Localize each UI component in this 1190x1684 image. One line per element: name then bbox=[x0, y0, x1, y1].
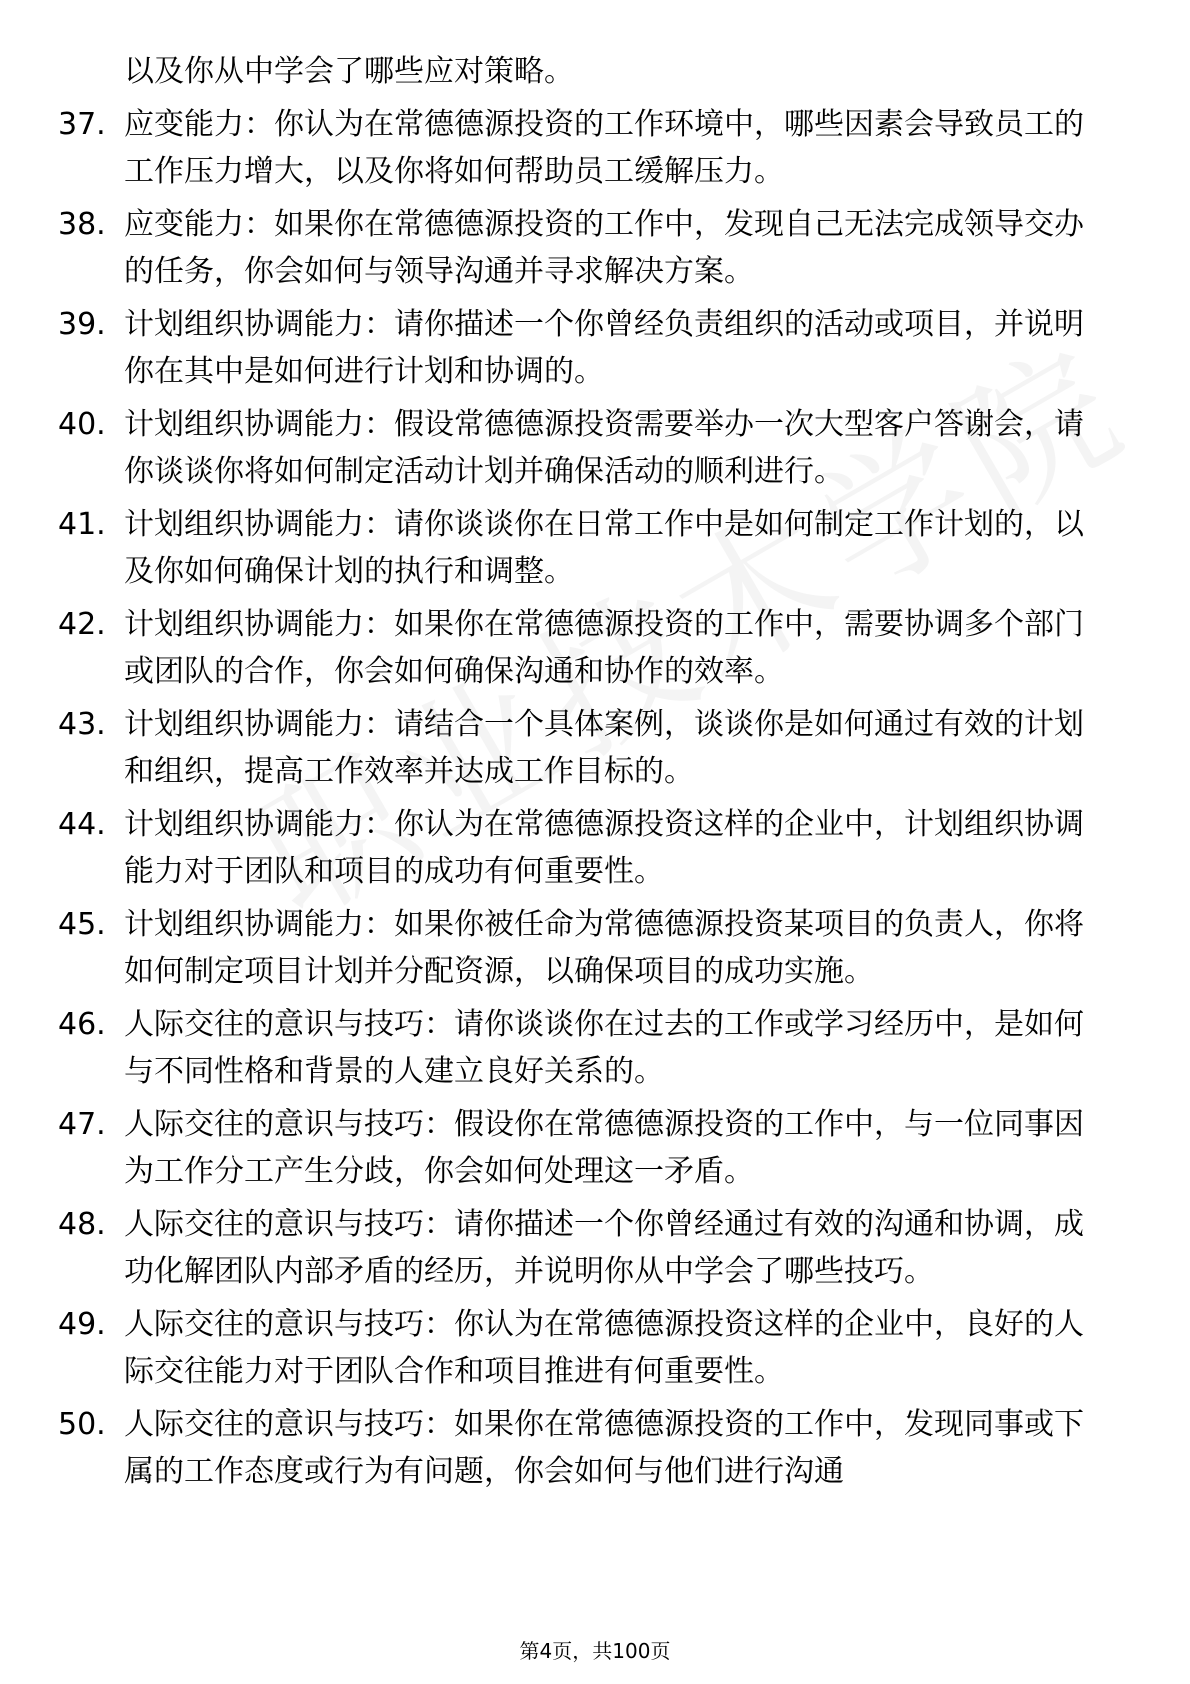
list-item bbox=[58, 501, 1108, 595]
item-text: 人际交往的意识与技巧：请你描述一个你曾经通过有效的沟通和协调，成功化解团队内部矛盾的经历，并说明你从中学会了哪些技巧。 bbox=[124, 1207, 1084, 1289]
item-number: 41. bbox=[58, 507, 106, 542]
item-number: 48. bbox=[58, 1207, 106, 1242]
item-text: 计划组织协调能力：请你谈谈你在日常工作中是如何制定工作计划的，以及你如何确保计划的执行和调整。 bbox=[124, 507, 1084, 589]
item-number: 40. bbox=[58, 407, 106, 442]
list-item bbox=[58, 1001, 1108, 1095]
list-item bbox=[58, 401, 1108, 495]
item-text: 人际交往的意识与技巧：如果你在常德德源投资的工作中，发现同事或下属的工作态度或行为有问题，你会如何与他们进行沟通 bbox=[124, 1407, 1084, 1489]
continued-text: 以及你从中学会了哪些应对策略。 bbox=[124, 54, 574, 89]
item-text: 人际交往的意识与技巧：请你谈谈你在过去的工作或学习经历中，是如何与不同性格和背景的人建立良好关系的。 bbox=[124, 1007, 1084, 1089]
item-text: 应变能力：你认为在常德德源投资的工作环境中，哪些因素会导致员工的工作压力增大，以及你将如何帮助员工缓解压力。 bbox=[124, 107, 1084, 189]
item-number: 43. bbox=[58, 707, 106, 742]
list-item bbox=[58, 801, 1108, 895]
list-item bbox=[58, 1101, 1108, 1195]
list-item bbox=[58, 1401, 1108, 1495]
item-number: 49. bbox=[58, 1307, 106, 1342]
page-footer: 第4页，共100页 bbox=[519, 1639, 671, 1663]
item-number: 39. bbox=[58, 307, 106, 342]
list-item bbox=[58, 901, 1108, 995]
item-number: 50. bbox=[58, 1407, 106, 1442]
item-text: 计划组织协调能力：假设常德德源投资需要举办一次大型客户答谢会，请你谈谈你将如何制定活动计划并确保活动的顺利进行。 bbox=[124, 407, 1084, 489]
list-item bbox=[58, 201, 1108, 295]
list-item bbox=[58, 601, 1108, 695]
item-text: 人际交往的意识与技巧：你认为在常德德源投资这样的企业中，良好的人际交往能力对于团队合作和项目推进有何重要性。 bbox=[124, 1307, 1084, 1389]
item-text: 计划组织协调能力：如果你在常德德源投资的工作中，需要协调多个部门或团队的合作，你会如何确保沟通和协作的效率。 bbox=[124, 607, 1084, 689]
question-list bbox=[58, 48, 1108, 1501]
item-number: 44. bbox=[58, 807, 106, 842]
item-text: 计划组织协调能力：如果你被任命为常德德源投资某项目的负责人，你将如何制定项目计划并分配资源，以确保项目的成功实施。 bbox=[124, 907, 1084, 989]
item-number: 47. bbox=[58, 1107, 106, 1142]
item-text: 计划组织协调能力：请结合一个具体案例，谈谈你是如何通过有效的计划和组织，提高工作效率并达成工作目标的。 bbox=[124, 707, 1084, 789]
item-number: 37. bbox=[58, 107, 106, 142]
item-text: 计划组织协调能力：请你描述一个你曾经负责组织的活动或项目，并说明你在其中是如何进行计划和协调的。 bbox=[124, 307, 1084, 389]
item-number: 45. bbox=[58, 907, 106, 942]
list-item bbox=[58, 1301, 1108, 1395]
list-item bbox=[58, 301, 1108, 395]
item-text: 人际交往的意识与技巧：假设你在常德德源投资的工作中，与一位同事因为工作分工产生分歧，你会如何处理这一矛盾。 bbox=[124, 1107, 1084, 1189]
item-text: 应变能力：如果你在常德德源投资的工作中，发现自己无法完成领导交办的任务，你会如何与领导沟通并寻求解决方案。 bbox=[124, 207, 1084, 289]
list-item bbox=[58, 101, 1108, 195]
item-number: 38. bbox=[58, 207, 106, 242]
item-text: 计划组织协调能力：你认为在常德德源投资这样的企业中，计划组织协调能力对于团队和项目的成功有何重要性。 bbox=[124, 807, 1084, 889]
list-item bbox=[58, 1201, 1108, 1295]
list-item bbox=[58, 701, 1108, 795]
item-number: 46. bbox=[58, 1007, 106, 1042]
item-number: 42. bbox=[58, 607, 106, 642]
